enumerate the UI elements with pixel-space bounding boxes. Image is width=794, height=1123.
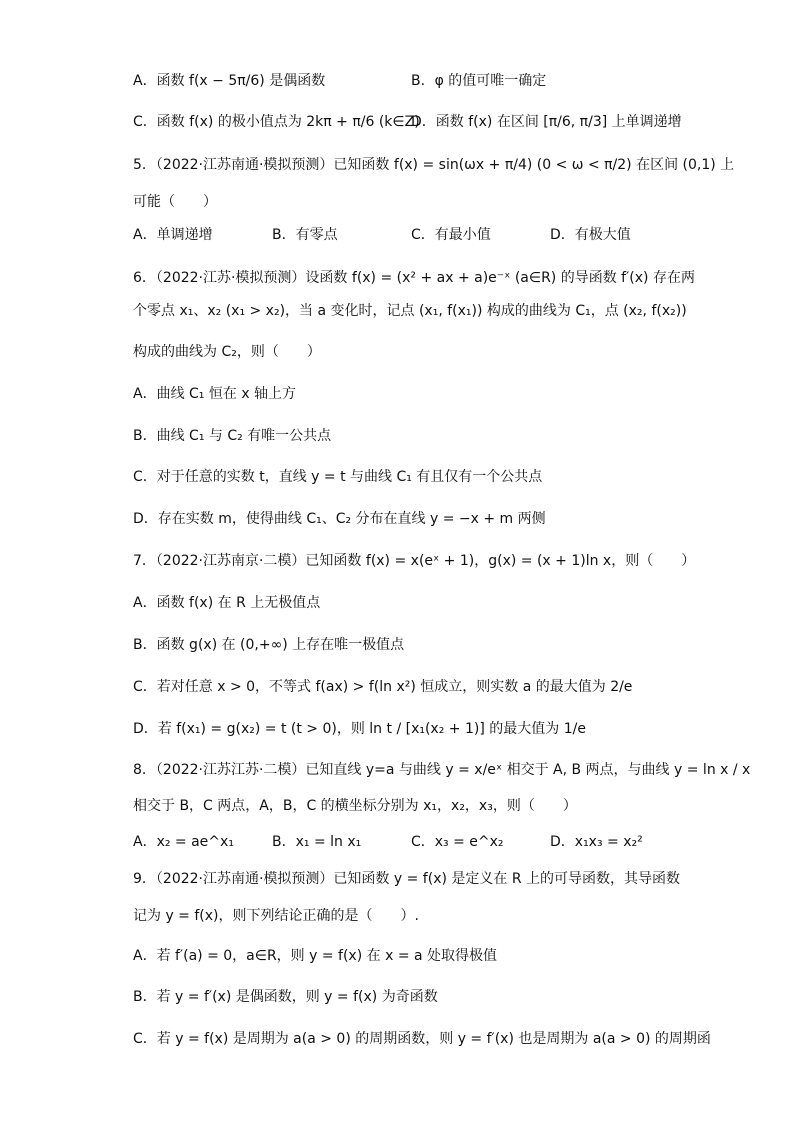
- text-line: A．若 f′(a) = 0，a∈R，则 y = f(x) 在 x = a 处取得极值: [133, 948, 498, 964]
- text-line: B．若 y = f′(x) 是偶函数，则 y = f(x) 为奇函数: [133, 989, 438, 1005]
- text-line: B．函数 g(x) 在 (0,+∞) 上存在唯一极值点: [133, 637, 405, 653]
- text-line: 9．（2022·江苏南通·模拟预测）已知函数 y = f(x) 是定义在 R 上的可导函数，其导函数: [133, 871, 681, 887]
- answer-option: D．x₁x₃ = x₂²: [550, 834, 643, 850]
- text-line: 可能（ ）: [133, 194, 217, 210]
- answer-option: B．x₁ = ln x₁: [272, 834, 362, 850]
- answer-option: A．x₂ = ae^x₁: [133, 834, 234, 850]
- text-line: 6．（2022·江苏·模拟预测）设函数 f(x) = (x² + ax + a)e⁻ˣ (a∈R) 的导函数 f′(x) 存在两: [133, 270, 695, 286]
- answer-option: B．有零点: [272, 227, 338, 243]
- text-line: A．函数 f(x) 在 R 上无极值点: [133, 595, 321, 611]
- text-line: 7．（2022·江苏南京·二模）已知函数 f(x) = x(eˣ + 1)，g(x) = (x + 1)ln x，则（ ）: [133, 553, 696, 569]
- text-line: 记为 y = f(x)，则下列结论正确的是（ ）.: [133, 908, 419, 924]
- text-line: 相交于 B，C 两点，A，B，C 的横坐标分别为 x₁，x₂，x₃，则（ ）: [133, 798, 577, 814]
- text-line: 5．（2022·江苏南通·模拟预测）已知函数 f(x) = sin(ωx + π/4) (0 < ω < π/2) 在区间 (0,1) 上: [133, 157, 735, 173]
- text-line: 8．（2022·江苏江苏·二模）已知直线 y=a 与曲线 y = x/eˣ 相交于 A, B 两点，与曲线 y = ln x / x: [133, 762, 751, 778]
- text-line: D．若 f(x₁) = g(x₂) = t (t > 0)，则 ln t / [x₁(x₂ + 1)] 的最大值为 1/e: [133, 721, 586, 737]
- text-line: C．若 y = f(x) 是周期为 a(a > 0) 的周期函数，则 y = f′(x) 也是周期为 a(a > 0) 的周期函: [133, 1031, 711, 1047]
- text-line: A．函数 f(x − 5π/6) 是偶函数: [133, 73, 326, 89]
- text-line: C．对于任意的实数 t，直线 y = t 与曲线 C₁ 有且仅有一个公共点: [133, 469, 543, 485]
- text-line: C．函数 f(x) 的极小值点为 2kπ + π/6 (k∈Z): [133, 114, 420, 130]
- answer-option: C．x₃ = e^x₂: [411, 834, 504, 850]
- text-line: D．存在实数 m，使得曲线 C₁、C₂ 分布在直线 y = −x + m 两侧: [133, 511, 546, 527]
- answer-option: D．有极大值: [550, 227, 631, 243]
- text-line: 构成的曲线为 C₂，则（ ）: [133, 344, 321, 360]
- answer-option: B．φ 的值可唯一确定: [411, 73, 547, 89]
- answer-option: C．有最小值: [411, 227, 491, 243]
- text-line: B．曲线 C₁ 与 C₂ 有唯一公共点: [133, 428, 332, 444]
- text-line: A．曲线 C₁ 恒在 x 轴上方: [133, 386, 297, 402]
- answer-option: A．单调递增: [133, 227, 213, 243]
- text-line: 个零点 x₁、x₂ (x₁ > x₂)，当 a 变化时，记点 (x₁, f(x₁)) 构成的曲线为 C₁，点 (x₂, f(x₂)): [133, 303, 687, 319]
- text-line: C．若对任意 x > 0，不等式 f(ax) > f(ln x²) 恒成立，则实数 a 的最大值为 2/e: [133, 679, 633, 695]
- answer-option: D．函数 f(x) 在区间 [π/6, π/3] 上单调递增: [411, 114, 682, 130]
